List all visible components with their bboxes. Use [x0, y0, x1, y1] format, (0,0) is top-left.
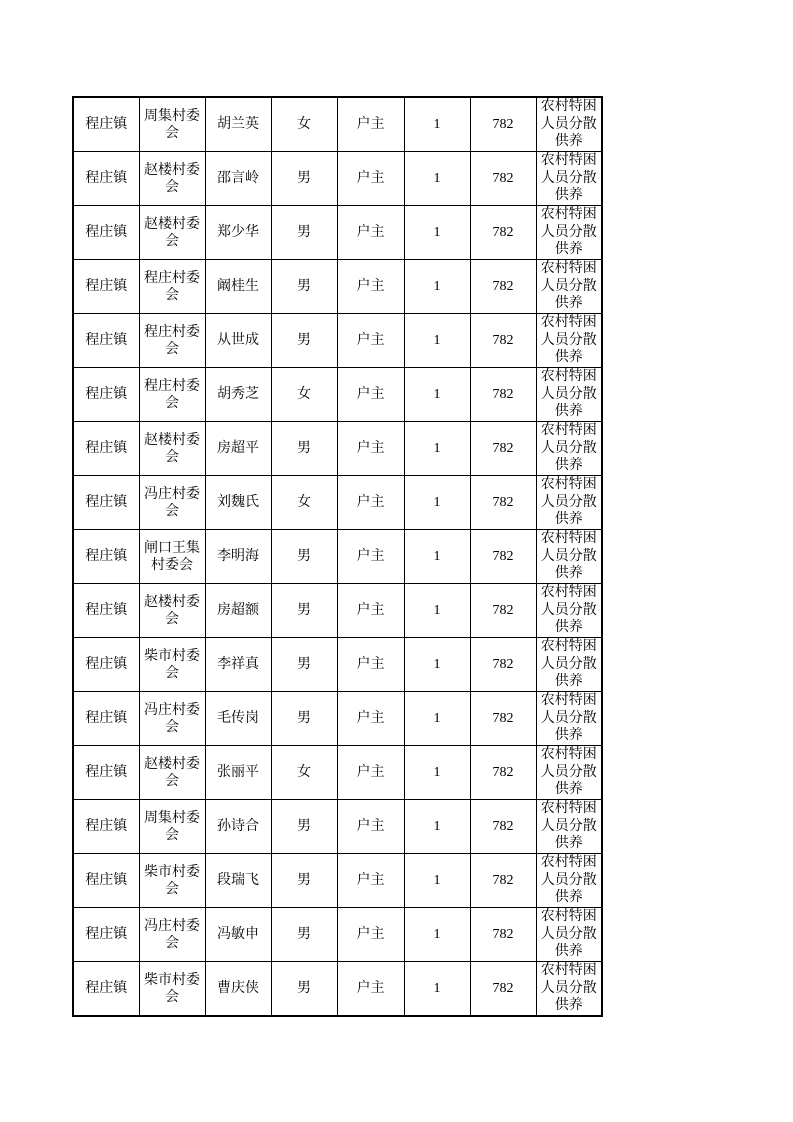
amount-cell: 782	[470, 152, 536, 206]
relation-cell: 户主	[337, 152, 404, 206]
amount-cell: 782	[470, 368, 536, 422]
category-cell: 农村特困人员分散供养	[536, 746, 602, 800]
table-row	[73, 584, 602, 638]
village-cell: 赵楼村委会	[139, 584, 205, 638]
town-cell: 程庄镇	[73, 260, 139, 314]
count-cell: 1	[404, 530, 470, 584]
category-cell: 农村特困人员分散供养	[536, 152, 602, 206]
count-cell: 1	[404, 260, 470, 314]
gender-cell: 男	[271, 962, 337, 1017]
town-cell: 程庄镇	[73, 908, 139, 962]
category-cell: 农村特困人员分散供养	[536, 476, 602, 530]
gender-cell: 男	[271, 584, 337, 638]
name-cell: 张丽平	[205, 746, 271, 800]
gender-cell: 女	[271, 746, 337, 800]
town-cell: 程庄镇	[73, 854, 139, 908]
relation-cell: 户主	[337, 314, 404, 368]
category-cell: 农村特困人员分散供养	[536, 97, 602, 152]
town-cell: 程庄镇	[73, 206, 139, 260]
town-cell: 程庄镇	[73, 97, 139, 152]
gender-cell: 女	[271, 97, 337, 152]
town-cell: 程庄镇	[73, 530, 139, 584]
village-cell: 程庄村委会	[139, 260, 205, 314]
name-cell: 段瑞飞	[205, 854, 271, 908]
amount-cell: 782	[470, 908, 536, 962]
table-row	[73, 530, 602, 584]
town-cell: 程庄镇	[73, 152, 139, 206]
count-cell: 1	[404, 800, 470, 854]
town-cell: 程庄镇	[73, 584, 139, 638]
amount-cell: 782	[470, 962, 536, 1017]
category-cell: 农村特困人员分散供养	[536, 854, 602, 908]
name-cell: 冯敏申	[205, 908, 271, 962]
village-cell: 程庄村委会	[139, 314, 205, 368]
village-cell: 赵楼村委会	[139, 422, 205, 476]
category-cell: 农村特困人员分散供养	[536, 314, 602, 368]
village-cell: 周集村委会	[139, 97, 205, 152]
category-cell: 农村特困人员分散供养	[536, 908, 602, 962]
table-row	[73, 422, 602, 476]
amount-cell: 782	[470, 800, 536, 854]
table-row	[73, 260, 602, 314]
table-row	[73, 746, 602, 800]
relation-cell: 户主	[337, 962, 404, 1017]
village-cell: 柴市村委会	[139, 854, 205, 908]
category-cell: 农村特困人员分散供养	[536, 962, 602, 1017]
table-row	[73, 692, 602, 746]
gender-cell: 男	[271, 422, 337, 476]
count-cell: 1	[404, 97, 470, 152]
table-row	[73, 476, 602, 530]
gender-cell: 男	[271, 800, 337, 854]
gender-cell: 男	[271, 260, 337, 314]
count-cell: 1	[404, 584, 470, 638]
recipient-table	[72, 96, 603, 1017]
name-cell: 房超平	[205, 422, 271, 476]
category-cell: 农村特困人员分散供养	[536, 584, 602, 638]
count-cell: 1	[404, 692, 470, 746]
table-row	[73, 638, 602, 692]
name-cell: 从世成	[205, 314, 271, 368]
amount-cell: 782	[470, 584, 536, 638]
amount-cell: 782	[470, 854, 536, 908]
category-cell: 农村特困人员分散供养	[536, 800, 602, 854]
gender-cell: 男	[271, 152, 337, 206]
village-cell: 柴市村委会	[139, 962, 205, 1017]
name-cell: 李明海	[205, 530, 271, 584]
count-cell: 1	[404, 206, 470, 260]
amount-cell: 782	[470, 476, 536, 530]
category-cell: 农村特困人员分散供养	[536, 368, 602, 422]
village-cell: 赵楼村委会	[139, 746, 205, 800]
village-cell: 赵楼村委会	[139, 152, 205, 206]
amount-cell: 782	[470, 638, 536, 692]
name-cell: 房超额	[205, 584, 271, 638]
gender-cell: 男	[271, 854, 337, 908]
town-cell: 程庄镇	[73, 962, 139, 1017]
name-cell: 孙诗合	[205, 800, 271, 854]
name-cell: 邵言岭	[205, 152, 271, 206]
relation-cell: 户主	[337, 638, 404, 692]
table-row	[73, 800, 602, 854]
amount-cell: 782	[470, 422, 536, 476]
village-cell: 冯庄村委会	[139, 476, 205, 530]
gender-cell: 女	[271, 476, 337, 530]
table-row	[73, 152, 602, 206]
category-cell: 农村特困人员分散供养	[536, 422, 602, 476]
gender-cell: 男	[271, 638, 337, 692]
category-cell: 农村特困人员分散供养	[536, 206, 602, 260]
gender-cell: 男	[271, 908, 337, 962]
count-cell: 1	[404, 746, 470, 800]
amount-cell: 782	[470, 314, 536, 368]
amount-cell: 782	[470, 746, 536, 800]
amount-cell: 782	[470, 206, 536, 260]
amount-cell: 782	[470, 692, 536, 746]
name-cell: 胡秀芝	[205, 368, 271, 422]
relation-cell: 户主	[337, 260, 404, 314]
category-cell: 农村特困人员分散供养	[536, 638, 602, 692]
table-row	[73, 206, 602, 260]
table-body	[73, 97, 602, 1016]
category-cell: 农村特困人员分散供养	[536, 692, 602, 746]
amount-cell: 782	[470, 530, 536, 584]
relation-cell: 户主	[337, 422, 404, 476]
town-cell: 程庄镇	[73, 314, 139, 368]
town-cell: 程庄镇	[73, 368, 139, 422]
name-cell: 胡兰英	[205, 97, 271, 152]
town-cell: 程庄镇	[73, 692, 139, 746]
town-cell: 程庄镇	[73, 422, 139, 476]
table-row	[73, 962, 602, 1017]
gender-cell: 男	[271, 530, 337, 584]
name-cell: 毛传岗	[205, 692, 271, 746]
table-row	[73, 97, 602, 152]
village-cell: 程庄村委会	[139, 368, 205, 422]
village-cell: 柴市村委会	[139, 638, 205, 692]
relation-cell: 户主	[337, 368, 404, 422]
relation-cell: 户主	[337, 97, 404, 152]
village-cell: 冯庄村委会	[139, 908, 205, 962]
relation-cell: 户主	[337, 746, 404, 800]
relation-cell: 户主	[337, 908, 404, 962]
name-cell: 刘魏氏	[205, 476, 271, 530]
count-cell: 1	[404, 152, 470, 206]
relation-cell: 户主	[337, 800, 404, 854]
category-cell: 农村特困人员分散供养	[536, 260, 602, 314]
amount-cell: 782	[470, 97, 536, 152]
village-cell: 赵楼村委会	[139, 206, 205, 260]
gender-cell: 男	[271, 314, 337, 368]
name-cell: 李祥真	[205, 638, 271, 692]
table-row	[73, 908, 602, 962]
amount-cell: 782	[470, 260, 536, 314]
relation-cell: 户主	[337, 692, 404, 746]
village-cell: 闸口王集村委会	[139, 530, 205, 584]
count-cell: 1	[404, 422, 470, 476]
gender-cell: 女	[271, 368, 337, 422]
gender-cell: 男	[271, 206, 337, 260]
count-cell: 1	[404, 962, 470, 1017]
village-cell: 周集村委会	[139, 800, 205, 854]
gender-cell: 男	[271, 692, 337, 746]
relation-cell: 户主	[337, 854, 404, 908]
name-cell: 曹庆侠	[205, 962, 271, 1017]
town-cell: 程庄镇	[73, 800, 139, 854]
count-cell: 1	[404, 368, 470, 422]
table-row	[73, 314, 602, 368]
name-cell: 郑少华	[205, 206, 271, 260]
relation-cell: 户主	[337, 476, 404, 530]
name-cell: 阚桂生	[205, 260, 271, 314]
count-cell: 1	[404, 908, 470, 962]
table-row	[73, 368, 602, 422]
relation-cell: 户主	[337, 206, 404, 260]
village-cell: 冯庄村委会	[139, 692, 205, 746]
count-cell: 1	[404, 854, 470, 908]
town-cell: 程庄镇	[73, 746, 139, 800]
town-cell: 程庄镇	[73, 476, 139, 530]
table-row	[73, 854, 602, 908]
count-cell: 1	[404, 476, 470, 530]
count-cell: 1	[404, 638, 470, 692]
count-cell: 1	[404, 314, 470, 368]
relation-cell: 户主	[337, 584, 404, 638]
relation-cell: 户主	[337, 530, 404, 584]
town-cell: 程庄镇	[73, 638, 139, 692]
category-cell: 农村特困人员分散供养	[536, 530, 602, 584]
